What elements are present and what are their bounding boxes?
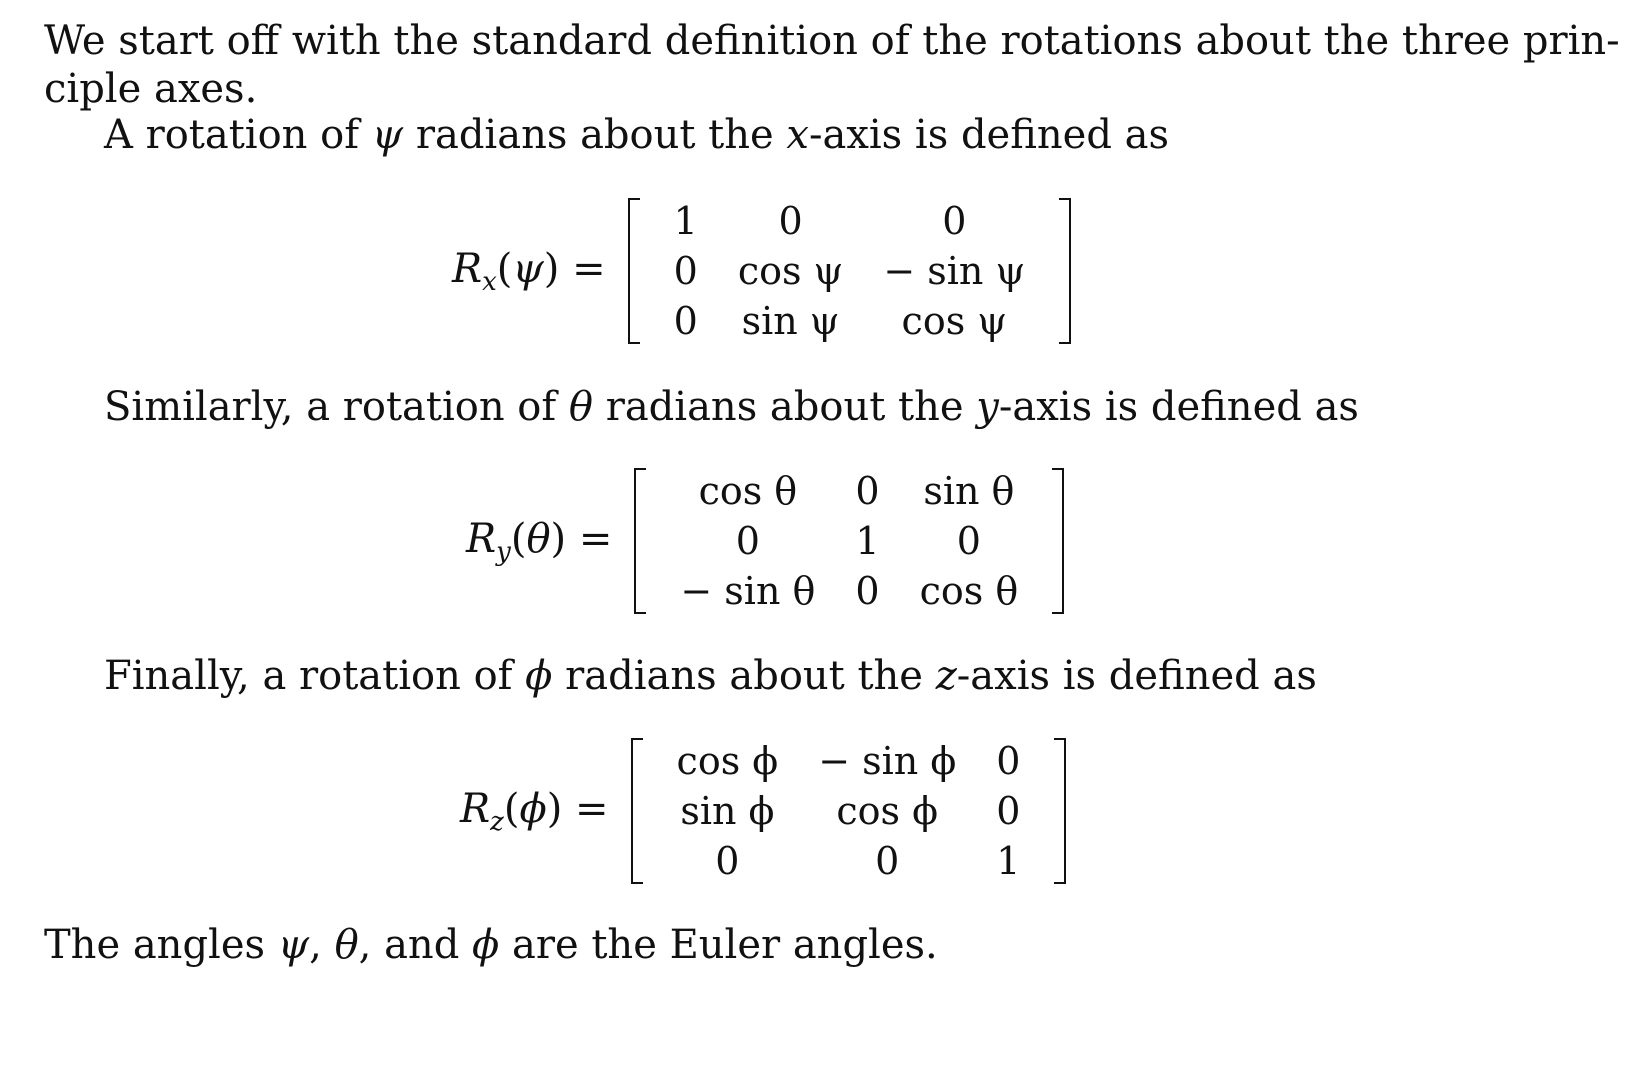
matrix-cell: 0 <box>715 839 740 883</box>
matrix-cell: 1 <box>996 839 1021 883</box>
matrix-cell: 0 <box>956 519 981 563</box>
rx-equation <box>452 196 1071 346</box>
matrix-cell: 0 <box>942 199 967 243</box>
rx-sentence: A rotation of ψ radians about the x-axis is defined as <box>104 112 1170 158</box>
rx-lhs: $R_x(\psi)$ = <box>452 245 606 297</box>
matrix-cell: 0 <box>855 569 880 613</box>
ry-lhs: $R_y(\theta)$ = <box>466 515 613 567</box>
matrix-row <box>654 296 1046 346</box>
matrix-row <box>660 466 1038 516</box>
matrix-cell: − sin ϕ <box>818 739 957 783</box>
matrix-row <box>657 736 1041 786</box>
matrix-cell: 0 <box>735 519 760 563</box>
intro-line-1: We start off with the standard definition of the rotations about the three prin- <box>44 18 1620 64</box>
rz-sentence: Finally, a rotation of ϕ radians about the z-axis is defined as <box>104 653 1317 699</box>
matrix-row <box>657 836 1041 886</box>
matrix-cell: cos θ <box>919 569 1019 613</box>
matrix-cell: sin ψ <box>741 299 840 343</box>
matrix-row <box>654 196 1046 246</box>
matrix-cell: 0 <box>996 789 1021 833</box>
matrix-cell: 0 <box>673 299 698 343</box>
left-bracket <box>634 468 646 614</box>
matrix-cell: cos ϕ <box>836 789 939 833</box>
right-bracket <box>1052 468 1064 614</box>
matrix-cell: 0 <box>855 469 880 513</box>
rz-matrix <box>631 736 1067 886</box>
rz-equation <box>460 736 1066 886</box>
matrix-row <box>660 566 1038 616</box>
matrix-cell: 0 <box>778 199 803 243</box>
matrix-cell: 0 <box>875 839 900 883</box>
rz-lhs: $R_z(\phi)$ = <box>460 785 609 837</box>
ry-matrix <box>634 466 1064 616</box>
matrix-cell: sin θ <box>923 469 1015 513</box>
matrix-row <box>654 246 1046 296</box>
matrix-cell: cos ψ <box>901 299 1008 343</box>
matrix-cell: cos ϕ <box>676 739 779 783</box>
conclusion-sentence: The angles ψ, θ, and ϕ are the Euler angles. <box>44 922 938 968</box>
matrix-cell: cos ψ <box>737 249 844 293</box>
intro-line-2: ciple axes. <box>44 66 258 112</box>
left-bracket <box>631 738 643 884</box>
matrix-row <box>660 516 1038 566</box>
matrix-cell: 1 <box>673 199 698 243</box>
matrix-cell: − sin θ <box>680 569 816 613</box>
right-bracket <box>1059 198 1071 344</box>
matrix-row <box>657 786 1041 836</box>
matrix-cell: 1 <box>855 519 880 563</box>
matrix-cell: 0 <box>996 739 1021 783</box>
matrix-cell: cos θ <box>698 469 798 513</box>
matrix-cell: 0 <box>673 249 698 293</box>
ry-sentence: Similarly, a rotation of θ radians about the y-axis is defined as <box>104 384 1359 430</box>
left-bracket <box>628 198 640 344</box>
rx-matrix <box>628 196 1072 346</box>
matrix-cell: sin ϕ <box>680 789 775 833</box>
ry-equation <box>466 466 1064 616</box>
matrix-cell: − sin ψ <box>883 249 1026 293</box>
right-bracket <box>1054 738 1066 884</box>
